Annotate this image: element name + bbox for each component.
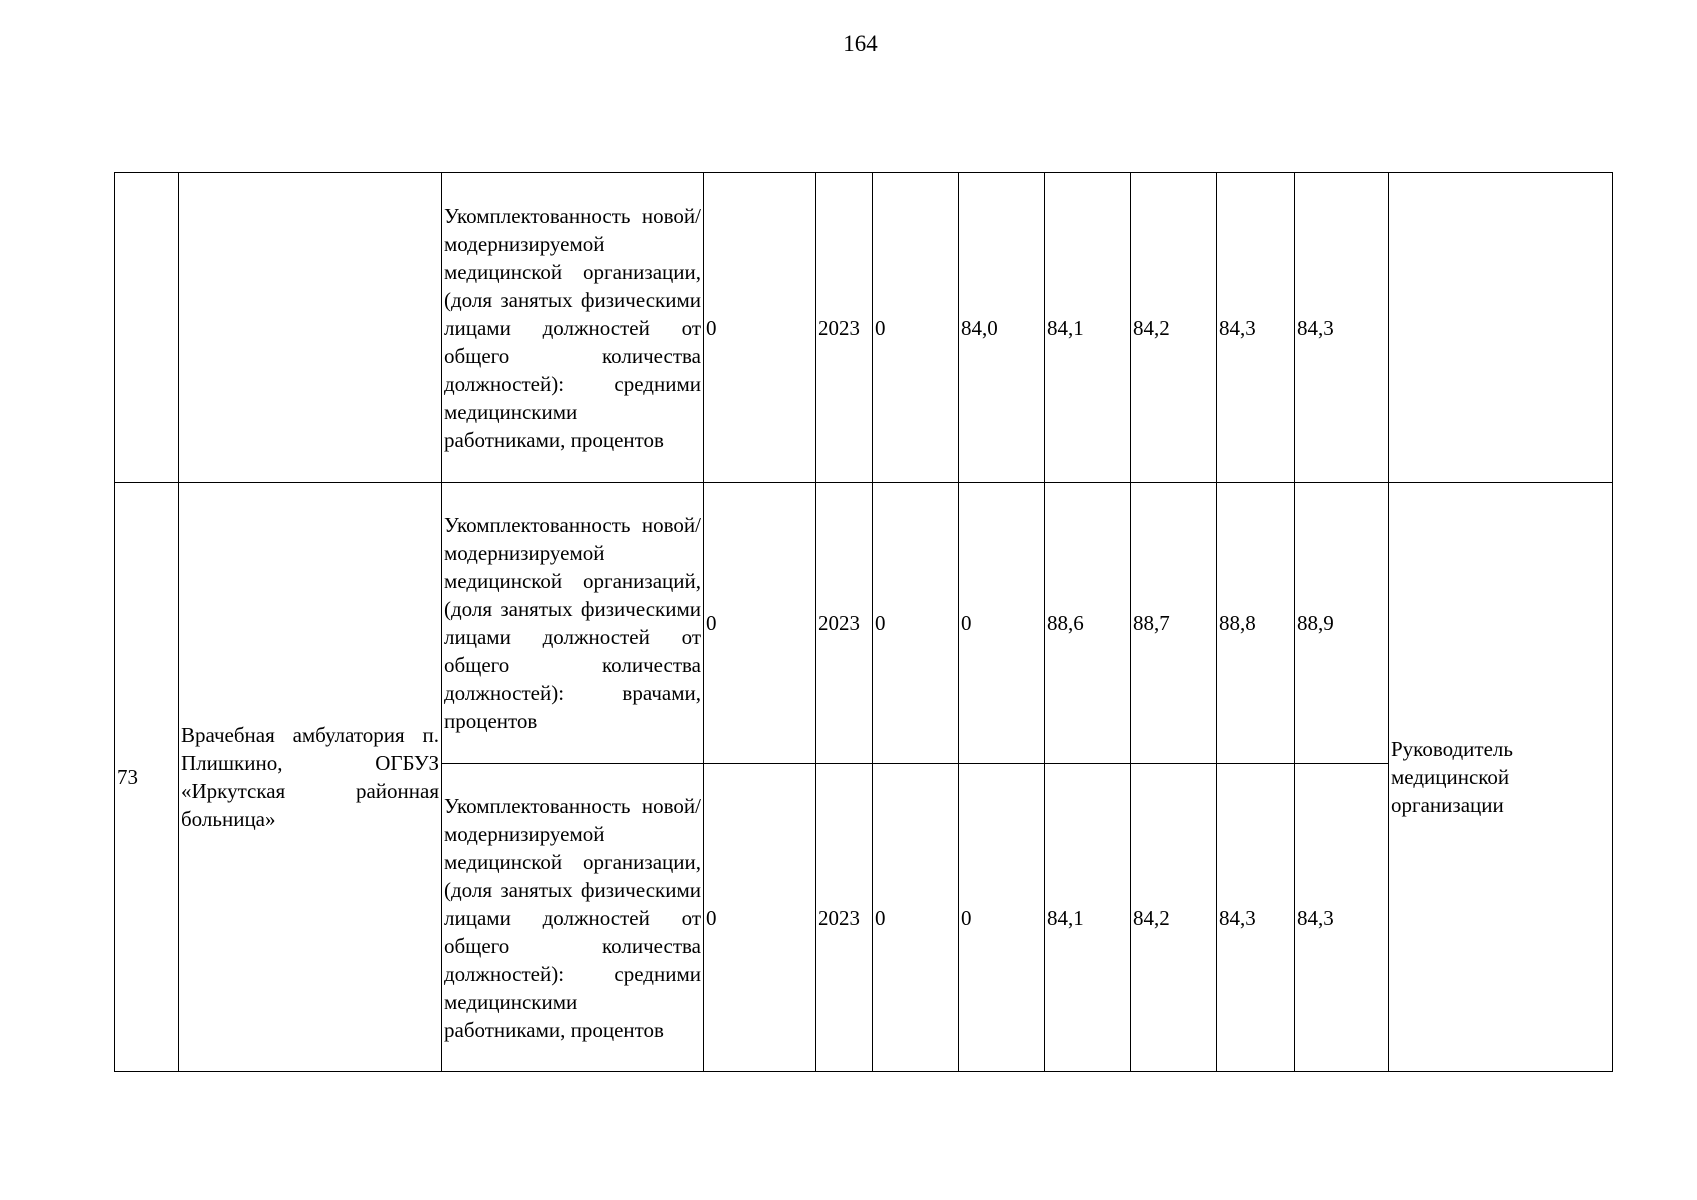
responsible-cell (1389, 173, 1613, 483)
indicator-cell: Укомплектованность новой/модернизируемой медицинской организации, (доля занятых физическими лицами должностей от общего количества должностей): средними медицинскими работниками, процентов (442, 764, 704, 1072)
value-cell: 84,2 (1131, 764, 1217, 1072)
value-cell: 88,6 (1045, 483, 1131, 764)
value-cell: 0 (959, 483, 1045, 764)
indicators-table (114, 172, 1613, 1072)
value-cell: 88,9 (1295, 483, 1389, 764)
page-number: 164 (843, 31, 878, 56)
base-value-cell: 0 (704, 483, 816, 764)
organization-cell: Врачебная амбулатория п. Плишкино, ОГБУЗ «Иркутская районная больница» (179, 483, 442, 1072)
value-cell: 84,3 (1217, 764, 1295, 1072)
value-cell: 84,1 (1045, 764, 1131, 1072)
value-cell: 84,3 (1295, 173, 1389, 483)
responsible-cell: Руководитель медицинской организации (1389, 483, 1613, 1072)
value-cell: 84,2 (1131, 173, 1217, 483)
value-cell: 0 (873, 173, 959, 483)
row-number-cell (115, 173, 179, 483)
table-row (115, 173, 1613, 483)
value-cell: 84,3 (1295, 764, 1389, 1072)
base-year-cell: 2023 (816, 173, 873, 483)
organization-cell (179, 173, 442, 483)
table-row (115, 483, 1613, 764)
value-cell: 0 (873, 483, 959, 764)
indicator-cell: Укомплектованность новой/модернизируемой медицинской организаций, (доля занятых физическими лицами должностей от общего количества должностей): врачами, процентов (442, 483, 704, 764)
value-cell: 84,1 (1045, 173, 1131, 483)
indicator-cell: Укомплектованность новой/модернизируемой медицинской организации, (доля занятых физическими лицами должностей от общего количества должностей): средними медицинскими работниками, процентов (442, 173, 704, 483)
value-cell: 88,8 (1217, 483, 1295, 764)
base-value-cell: 0 (704, 764, 816, 1072)
value-cell: 88,7 (1131, 483, 1217, 764)
base-year-cell: 2023 (816, 483, 873, 764)
row-number-cell: 73 (115, 483, 179, 1072)
base-value-cell: 0 (704, 173, 816, 483)
value-cell: 0 (873, 764, 959, 1072)
value-cell: 84,0 (959, 173, 1045, 483)
value-cell: 84,3 (1217, 173, 1295, 483)
value-cell: 0 (959, 764, 1045, 1072)
base-year-cell: 2023 (816, 764, 873, 1072)
